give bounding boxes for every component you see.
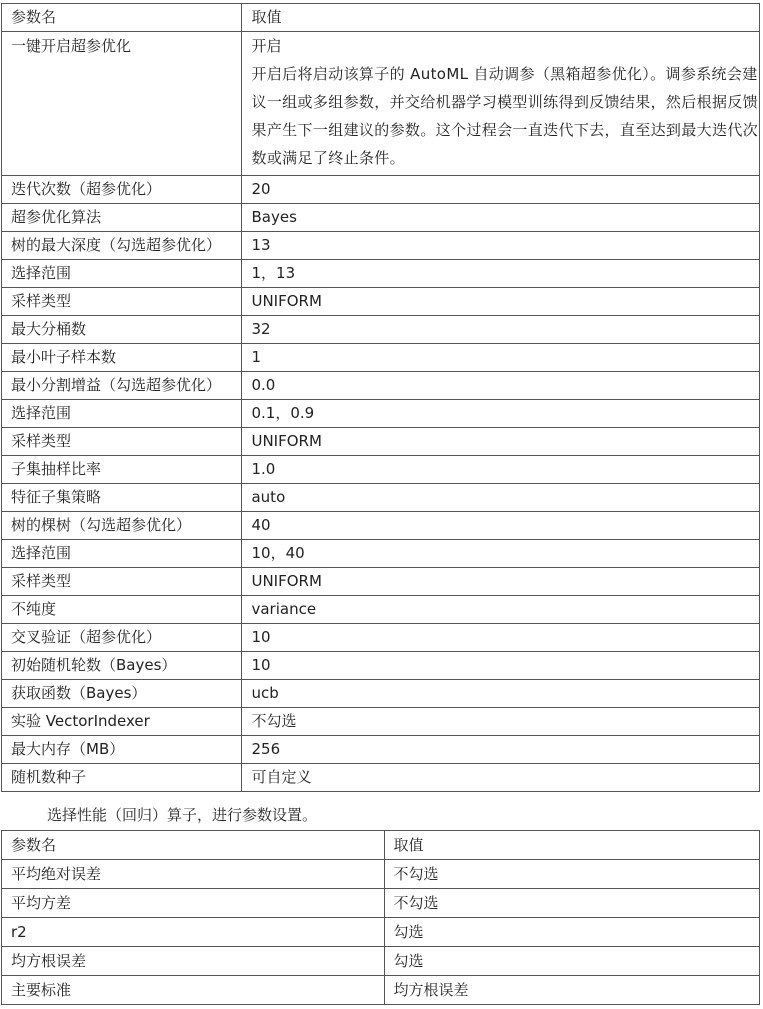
param-name-cell: 超参优化算法 [2,204,242,232]
param-name-cell: 选择范围 [2,260,242,288]
table-row [2,918,760,947]
param-name-cell: 初始随机轮数（Bayes） [2,652,242,680]
table-row [2,428,760,456]
param-value-cell: 不勾选 [242,708,760,736]
param-value-cell: 勾选 [384,947,759,976]
param-value-cell [242,32,760,176]
table-row [2,400,760,428]
table-row [2,652,760,680]
table-row [2,316,760,344]
header-param-name: 参数名 [2,831,385,860]
table-header-row [2,831,760,860]
table-row [2,176,760,204]
param-name-cell: 均方根误差 [2,947,385,976]
param-value-cell: 40 [242,512,760,540]
param-name-cell: 特征子集策略 [2,484,242,512]
table-row [2,860,760,889]
param-value-cell: UNIFORM [242,428,760,456]
param-value-cell: 勾选 [384,918,759,947]
param-value-cell: 1 [242,344,760,372]
parameter-table [1,3,760,792]
param-value-cell: 20 [242,176,760,204]
table-row [2,372,760,400]
param-name-cell: 最小分割增益（勾选超参优化） [2,372,242,400]
table-row [2,484,760,512]
param-name-cell: 选择范围 [2,400,242,428]
param-name-cell: 实验 VectorIndexer [2,708,242,736]
table-row [2,976,760,1005]
param-name-cell: r2 [2,918,385,947]
param-name-cell: 最大内存（MB） [2,736,242,764]
param-name-cell: 平均绝对误差 [2,860,385,889]
param-value-cell: 10 [242,624,760,652]
param-value-text: 开启 [251,37,282,55]
table-row [2,947,760,976]
table-row [2,708,760,736]
param-name-cell: 平均方差 [2,889,385,918]
table-row [2,204,760,232]
param-name-cell: 一键开启超参优化 [2,32,242,176]
table-row [2,764,760,792]
param-value-cell: 256 [242,736,760,764]
param-name-cell: 获取函数（Bayes） [2,680,242,708]
table-row [2,512,760,540]
param-value-cell: 10 [242,652,760,680]
param-name-cell: 迭代次数（超参优化） [2,176,242,204]
param-value-cell: 1，13 [242,260,760,288]
section-caption: 选择性能（回归）算子，进行参数设置。 [47,806,318,824]
table-row [2,232,760,260]
param-value-cell: 13 [242,232,760,260]
param-value-cell: 0.0 [242,372,760,400]
param-value-cell: 10，40 [242,540,760,568]
param-name-cell: 最小叶子样本数 [2,344,242,372]
param-name-cell: 随机数种子 [2,764,242,792]
param-name-cell: 主要标准 [2,976,385,1005]
table-row [2,568,760,596]
param-value-cell: 不勾选 [384,889,759,918]
param-name-cell: 交叉验证（超参优化） [2,624,242,652]
param-value-cell: UNIFORM [242,288,760,316]
table-row [2,288,760,316]
param-value-cell: 均方根误差 [384,976,759,1005]
table-row [2,596,760,624]
table-row [2,344,760,372]
param-value-cell: 1.0 [242,456,760,484]
header-value: 取值 [384,831,759,860]
table-header-row [2,4,760,32]
param-name-cell: 子集抽样比率 [2,456,242,484]
performance-parameter-table [1,830,760,1005]
automl-description: 开启后将启动该算子的 AutoML 自动调参（黑箱超参优化）。调参系统会建议一组或多组参数，并交给机器学习模型训练得到反馈结果，然后根据反馈果产生下一组建议的参数。这个过程会一直迭代下去，直至达到最大迭代次数或满足了终止条件。 [251,65,759,167]
table-row [2,32,760,176]
param-value-cell: UNIFORM [242,568,760,596]
table-row [2,540,760,568]
param-name-cell: 采样类型 [2,288,242,316]
param-name-cell: 采样类型 [2,428,242,456]
param-name-cell: 不纯度 [2,596,242,624]
param-name-cell: 选择范围 [2,540,242,568]
param-value-cell: 32 [242,316,760,344]
param-value-cell: 可自定义 [242,764,760,792]
param-name-cell: 树的棵树（勾选超参优化） [2,512,242,540]
param-value-cell: Bayes [242,204,760,232]
header-value: 取值 [242,4,760,32]
param-value-cell: variance [242,596,760,624]
table-row [2,680,760,708]
table-row [2,260,760,288]
param-value-cell: ucb [242,680,760,708]
param-name-cell: 最大分桶数 [2,316,242,344]
param-name-cell: 采样类型 [2,568,242,596]
param-value-cell: auto [242,484,760,512]
param-value-cell: 0.1，0.9 [242,400,760,428]
table-row [2,736,760,764]
param-value-cell: 不勾选 [384,860,759,889]
header-param-name: 参数名 [2,4,242,32]
param-name-cell: 树的最大深度（勾选超参优化） [2,232,242,260]
table-row [2,889,760,918]
table-row [2,624,760,652]
table-row [2,456,760,484]
